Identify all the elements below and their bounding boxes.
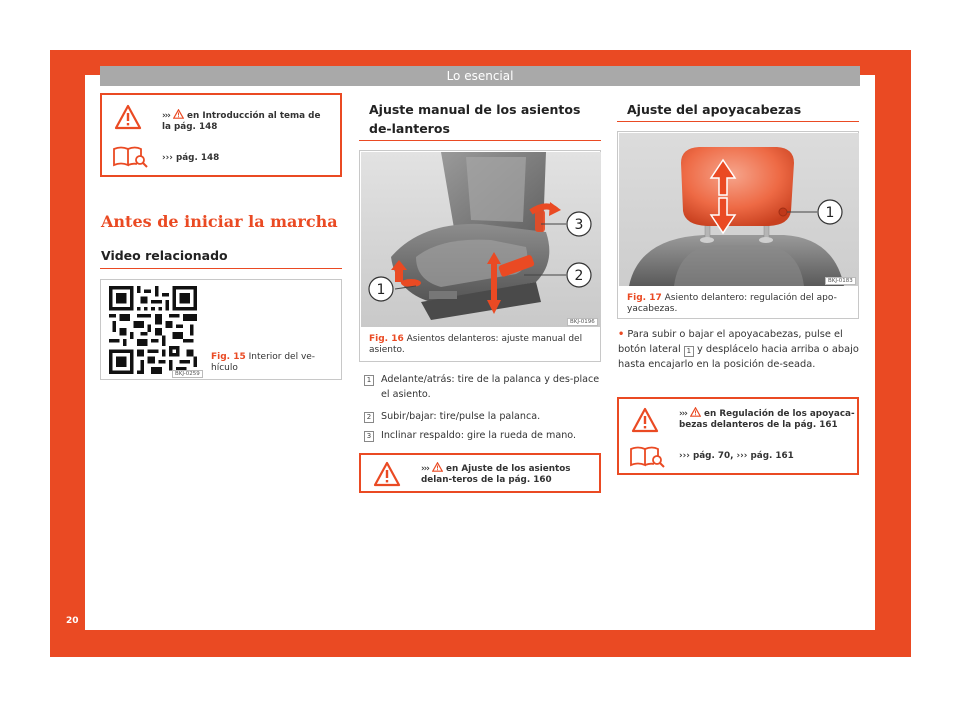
headrest-section-title: Ajuste del apoyacabezas: [627, 102, 802, 117]
bullet: •: [618, 329, 625, 340]
warning-icon: [631, 407, 659, 433]
section-title: Antes de iniciar la marcha: [101, 212, 338, 231]
headrest-instructions: • Para subir o bajar el apoyacabezas, pulse el botón lateral 1 y desplácelo hacia arriba o abajo hasta encajarlo en la posición de-seada.: [618, 329, 859, 370]
top-note-line1: ››› en Introducción al tema de la pág. 148: [162, 111, 321, 132]
headrest-illustration: [619, 133, 859, 286]
section-subtitle: Video relacionado: [101, 248, 228, 263]
book-icon: [628, 443, 666, 469]
callout-2: 2: [574, 268, 584, 284]
figure-17: [617, 131, 859, 319]
headrest-section-rule: [617, 121, 859, 122]
qr-code-image: [109, 286, 197, 374]
seat-warning-text: ››› en Ajuste de los asientos delan-teros de la pág. 160: [421, 464, 571, 485]
page-number: 20: [66, 616, 79, 626]
inline-number-1: 1: [684, 346, 694, 357]
top-note-line2: ››› pág. 148: [162, 153, 220, 163]
callout-3: 3: [574, 217, 584, 233]
callout-1: 1: [825, 205, 835, 221]
page-header: Lo esencial: [100, 66, 860, 86]
figure-16-caption: Fig. 16 Asientos delanteros: ajuste manual del asiento.: [369, 334, 583, 355]
callout-1: 1: [376, 282, 386, 298]
step-2-text: Subir/bajar: tire/pulse la palanca.: [381, 411, 541, 422]
step-number-1: 1: [364, 375, 374, 386]
figure-16-code: BKJ-0196: [567, 318, 598, 326]
seat-warning-box: [359, 453, 601, 493]
seat-section-rule: [359, 140, 601, 141]
section-rule: [100, 268, 342, 269]
figure-15: [100, 279, 342, 380]
top-note-box: [100, 93, 342, 177]
figure-15-caption: Fig. 15 Interior del ve-hículo: [211, 352, 316, 373]
figure-17-caption: Fig. 17 Asiento delantero: regulación del apo-yacabezas.: [627, 293, 837, 314]
figure-16: [359, 150, 601, 362]
seat-section-title: Ajuste manual de los asientos de-lanteros: [369, 102, 581, 136]
step-3-text: Inclinar respaldo: gire la rueda de mano.: [381, 430, 577, 441]
warning-small-icon: [173, 109, 184, 119]
headrest-note-line1: ››› en Regulación de los apoyaca-bezas delanteros de la pág. 161: [679, 409, 855, 430]
figure-17-code: BKJ-0183: [825, 277, 856, 285]
warning-small-icon: [432, 462, 443, 472]
figure-15-code: BKJ-0259: [172, 370, 203, 378]
seat-illustration: [361, 152, 601, 327]
step-number-3: 3: [364, 431, 374, 442]
step-1-text: Adelante/atrás: tire de la palanca y des-place el asiento.: [381, 374, 600, 400]
headrest-note-line2: ››› pág. 70, ››› pág. 161: [679, 451, 794, 461]
warning-icon: [373, 461, 401, 487]
headrest-note-box: [617, 397, 859, 475]
book-icon: [111, 143, 149, 169]
warning-small-icon: [690, 407, 701, 417]
step-number-2: 2: [364, 412, 374, 423]
warning-icon: [114, 104, 142, 130]
